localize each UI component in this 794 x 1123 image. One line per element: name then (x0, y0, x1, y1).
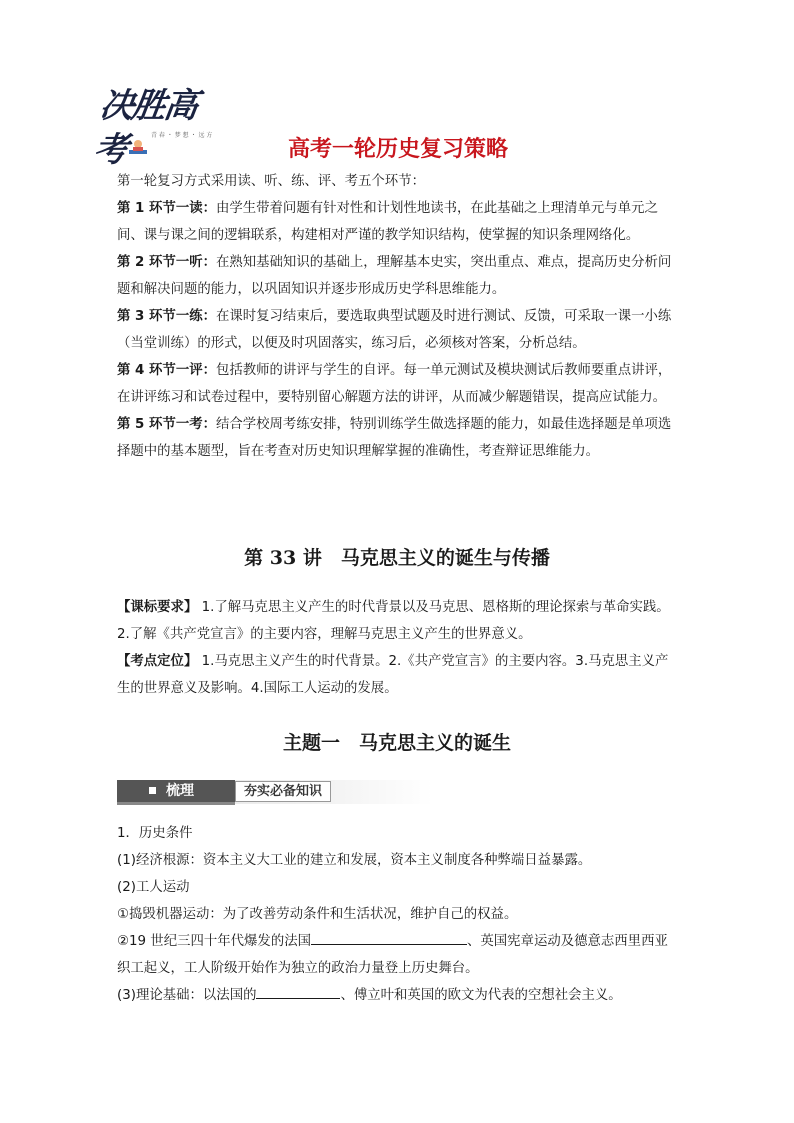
topic-title: 主题一 马克思主义的诞生 (282, 732, 511, 754)
exam-focus (117, 648, 681, 702)
intro-section (117, 168, 681, 465)
content-item-2b (117, 928, 681, 982)
item-2b-suffix: 、英国宪章运动及德意志西里西亚织工起义，工人阶级开始作为独立的政治力量登上历史舞台。 (117, 934, 668, 976)
step-label: 第 4 环节一评： (117, 363, 216, 378)
intro-step-4 (117, 357, 681, 411)
content-item-2: (2)工人运动 (117, 880, 190, 895)
requirements-label: 【课标要求】 (117, 600, 198, 615)
item-2b-prefix: ②19 世纪三四十年代爆发的法国 (117, 934, 311, 949)
lecture-title: 第 33 讲 马克思主义的诞生与传播 (244, 547, 550, 569)
content-item-2a: ①捣毁机器运动：为了改善劳动条件和生活状况，维护自己的权益。 (117, 907, 518, 922)
intro-step-5 (117, 411, 681, 465)
banner-tag: 夯实必备知识 (235, 781, 331, 802)
curriculum-requirements (117, 594, 681, 648)
step-label: 第 2 环节一听： (117, 255, 216, 270)
intro-step-2 (117, 249, 681, 303)
intro-step-3 (117, 303, 681, 357)
step-label: 第 3 环节一练： (117, 309, 216, 324)
content-item-3 (117, 982, 681, 1009)
square-bullet-icon (149, 787, 156, 794)
fill-in-blank[interactable] (256, 983, 340, 999)
step-text: 结合学校周考练安排，特别训练学生做选择题的能力，如最佳选择题是单项选择题中的基本题型，旨在考查对历史知识理解掌握的准确性，考查辩证思维能力。 (117, 417, 672, 459)
step-text: 在课时复习结束后，要选取典型试题及时进行测试、反馈，可采取一课一小练（当堂训练）的形式，以便及时巩固落实，练习后，必须核对答案，分析总结。 (117, 309, 672, 351)
requirements-text: 1.了解马克思主义产生的时代背景以及马克思、恩格斯的理论探索与革命实践。2.了解《共产党宣言》的主要内容，理解马克思主义产生的世界意义。 (117, 600, 670, 642)
banner-label: 梳理 (166, 783, 194, 799)
step-label: 第 1 环节一读： (117, 201, 216, 216)
intro-step-1 (117, 195, 681, 249)
step-text: 在熟知基础知识的基础上，理解基本史实，突出重点、难点，提高历史分析问题和解决问题的能力，以巩固知识并逐步形成历史学科思维能力。 (117, 255, 672, 297)
step-text: 由学生带着问题有针对性和计划性地读书，在此基础之上理清单元与单元之间、课与课之间的逻辑联系，构建相对严谨的教学知识结构，使掌握的知识条理网络化。 (117, 201, 658, 243)
banner-label-box (117, 780, 235, 805)
focus-text: 1.马克思主义产生的时代背景。2.《共产党宣言》的主要内容。3.马克思主义产生的世界意义及影响。4.国际工人运动的发展。 (117, 654, 669, 696)
intro-lead: 第一轮复习方式采用读、听、练、评、考五个环节： (117, 174, 425, 189)
requirements-section (117, 594, 681, 702)
logo-subtext: 青 春 ・ 梦 想 ・ 远 方 (151, 132, 213, 139)
section-banner (117, 780, 433, 806)
content-section (117, 820, 681, 1009)
logo-text: 决胜高考 (91, 86, 199, 170)
step-text: 包括教师的讲评与学生的自评。每一单元测试及模块测试后教师要重点讲评，在讲评练习和试卷过程中，要特别留心解题方法的讲评，从而减少解题错误，提高应试能力。 (117, 363, 672, 405)
focus-label: 【考点定位】 (117, 654, 198, 669)
content-item-1: (1)经济根源：资本主义大工业的建立和发展，资本主义制度各种弊端日益暴露。 (117, 853, 592, 868)
item-3-prefix: (3)理论基础：以法国的 (117, 988, 257, 1003)
item-3-suffix: 、傅立叶和英国的欧文为代表的空想社会主义。 (340, 988, 622, 1003)
step-label: 第 5 环节一考： (117, 417, 216, 432)
content-heading: 1．历史条件 (117, 826, 193, 841)
fill-in-blank[interactable] (311, 929, 467, 945)
main-title: 高考一轮历史复习策略 (287, 137, 508, 162)
